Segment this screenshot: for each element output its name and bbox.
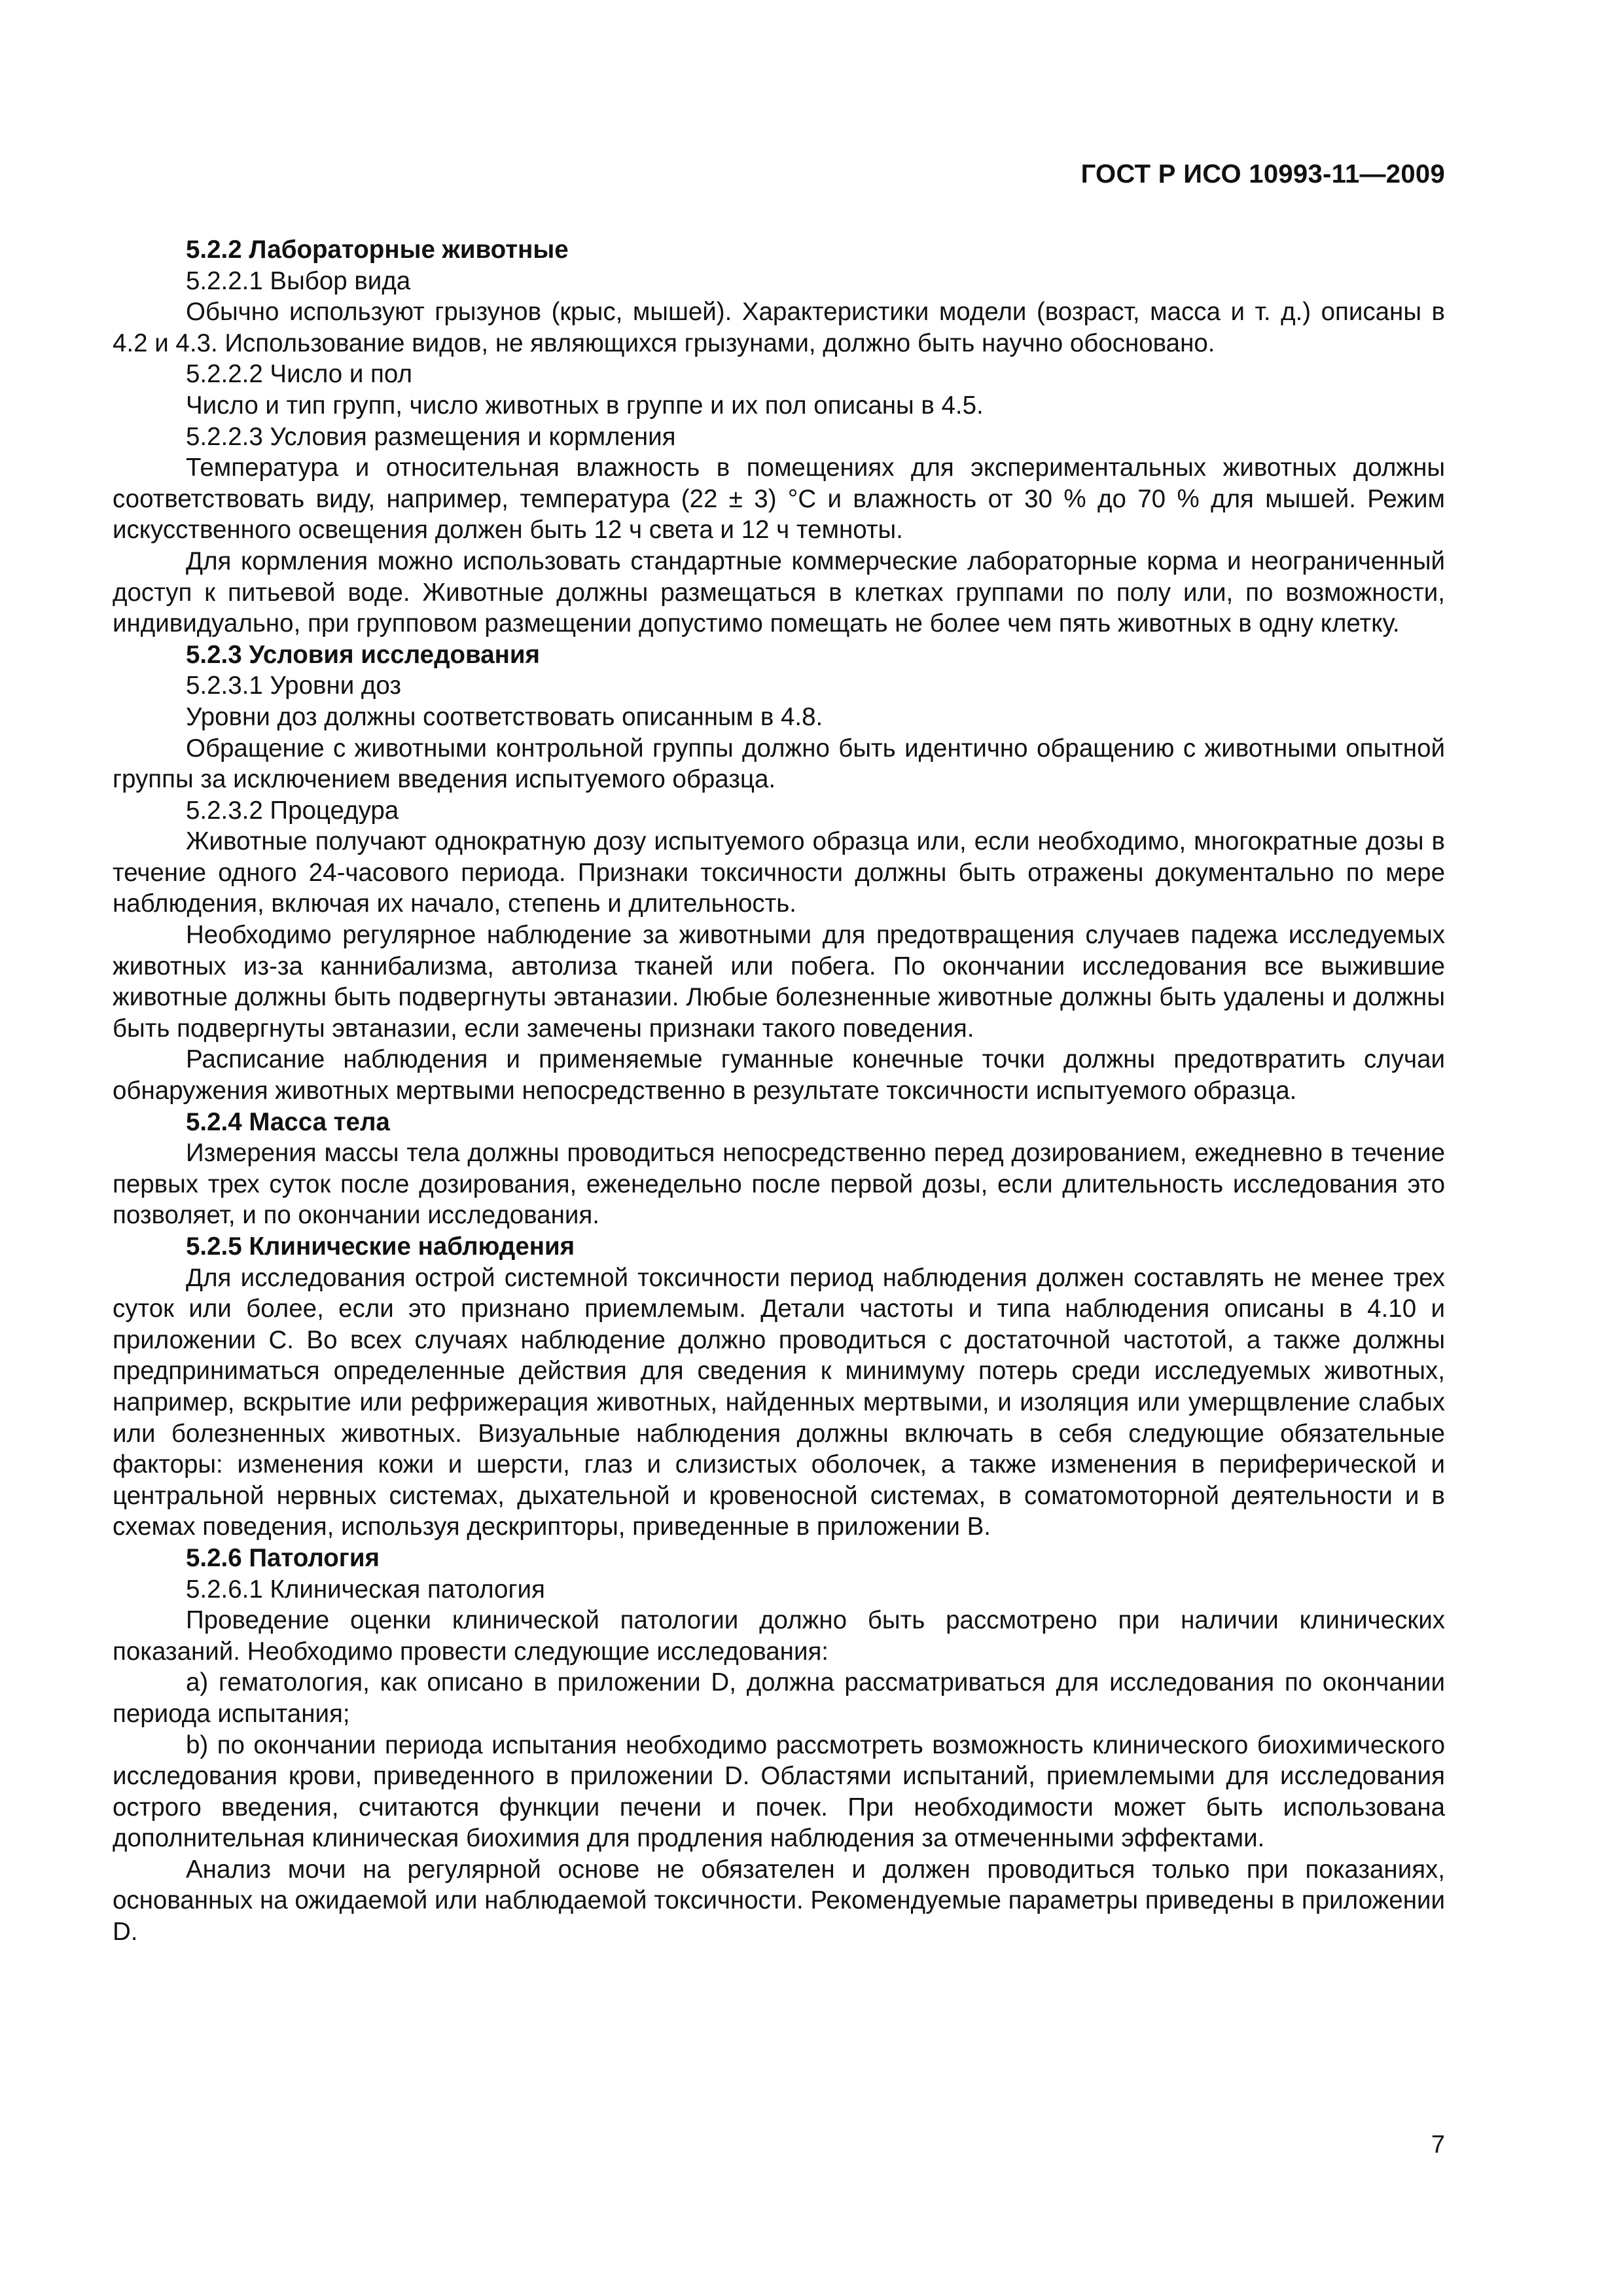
- section-heading-5-2-6: 5.2.6 Патология: [186, 1543, 380, 1572]
- page-number: 7: [1431, 2131, 1445, 2159]
- section-heading-5-2-3: 5.2.3 Условия исследования: [186, 640, 540, 669]
- section-heading-5-2-2: 5.2.2 Лабораторные животные: [186, 236, 569, 264]
- subsection-heading: 5.2.3.1 Уровни доз: [186, 672, 401, 700]
- subsection-heading: 5.2.2.1 Выбор вида: [186, 266, 411, 295]
- section-heading-5-2-5: 5.2.5 Клинические наблюдения: [186, 1232, 575, 1261]
- section-heading-5-2-4: 5.2.4 Масса тела: [186, 1107, 390, 1136]
- subsection-heading: 5.2.3.2 Процедура: [186, 796, 399, 825]
- body-paragraph: Измерения массы тела должны проводиться непосредственно перед дозированием, ежедневно в течение первых трех суток после дозирования, еженедельно после первой дозы, если длительность исследования это позволяет, и по окончании исследования.: [113, 1139, 1445, 1230]
- document-header-id: ГОСТ Р ИСО 10993-11—2009: [1080, 160, 1445, 188]
- subsection-heading: 5.2.2.2 Число и пол: [186, 360, 412, 389]
- subsection-heading: 5.2.2.3 Условия размещения и кормления: [186, 422, 676, 451]
- body-paragraph: Температура и относительная влажность в помещениях для экспериментальных животных должны соответствовать виду, например, температура (22 ± 3) °С и влажность от 30 % до 70 % для мышей. Режим искусственного освещения должен быть 12 ч света и 12 ч темноты.: [113, 454, 1445, 545]
- body-paragraph: Обращение с животными контрольной группы должно быть идентично обращению с животными опытной группы за исключением введения испытуемого образца.: [113, 734, 1445, 794]
- body-paragraph: Число и тип групп, число животных в группе и их пол описаны в 4.5.: [186, 391, 984, 420]
- body-paragraph: Обычно используют грызунов (крыс, мышей). Характеристики модели (возраст, масса и т. д.) описаны в 4.2 и 4.3. Использование видов, не являющихся грызунами, должно быть научно обосновано.: [113, 298, 1445, 357]
- body-paragraph: Расписание наблюдения и применяемые гуманные конечные точки должны предотвратить случаи обнаружения животных мертвыми непосредственно в результате токсичности испытуемого образца.: [113, 1045, 1445, 1105]
- body-paragraph: Животные получают однократную дозу испытуемого образца или, если необходимо, многократные дозы в течение одного 24-часового периода. Признаки токсичности должны быть отражены документально по мере наблюдения, включая их начало, степень и длительность.: [113, 827, 1445, 918]
- list-item-b: b) по окончании периода испытания необходимо рассмотреть возможность клинического биохимического исследования крови, приведенного в приложении D. Областями испытаний, приемлемыми для исследования острого введения, считаются функции печени и почек. При необходимости может быть использована дополнительная клиническая биохимия для продления наблюдения за отмеченными эффектами.: [113, 1731, 1445, 1853]
- body-paragraph: Для исследования острой системной токсичности период наблюдения должен составлять не менее трех суток или более, если это признано приемлемым. Детали частоты и типа наблюдения описаны в 4.10 и приложении С. Во всех случаях наблюдение должно проводиться с достаточной частотой, а также должны предприниматься определенные действия для сведения к минимуму потерь среди исследуемых животных, например, вскрытие или рефрижерация животных, найденных мертвыми, и изоляция или умерщвление слабых или болезненных животных. Визуальные наблюдения должны включать в себя следующие обязательные факторы: изменения кожи и шерсти, глаз и слизистых оболочек, а также изменения в периферической и центральной нервных системах, дыхательной и кровеносной системах, в соматомоторной деятельности и в схемах поведения, используя дескрипторы, приведенные в приложении В.: [113, 1263, 1445, 1541]
- body-paragraph: Проведение оценки клинической патологии должно быть рассмотрено при наличии клинических показаний. Необходимо провести следующие исследования:: [113, 1606, 1445, 1666]
- body-paragraph: Анализ мочи на регулярной основе не обязателен и должен проводиться только при показаниях, основанных на ожидаемой или наблюдаемой токсичности. Рекомендуемые параметры приведены в приложении D.: [113, 1855, 1445, 1946]
- list-item-a: a) гематология, как описано в приложении D, должна рассматриваться для исследования по окончании периода испытания;: [113, 1668, 1445, 1728]
- body-paragraph: Уровни доз должны соответствовать описанным в 4.8.: [186, 702, 823, 731]
- subsection-heading: 5.2.6.1 Клиническая патология: [186, 1575, 545, 1604]
- body-paragraph: Необходимо регулярное наблюдение за животными для предотвращения случаев падежа исследуемых животных из-за каннибализма, автолиза тканей или побега. По окончании исследования все выжившие животные должны быть подвергнуты эвтаназии. Любые болезненные животные должны быть удалены и должны быть подвергнуты эвтаназии, если замечены признаки такого поведения.: [113, 921, 1445, 1043]
- body-paragraph: Для кормления можно использовать стандартные коммерческие лабораторные корма и неограниченный доступ к питьевой воде. Животные должны размещаться в клетках группами по полу или, по возможности, индивидуально, при групповом размещении допустимо помещать не более чем пять животных в одну клетку.: [113, 547, 1445, 638]
- document-body: [113, 234, 1445, 1948]
